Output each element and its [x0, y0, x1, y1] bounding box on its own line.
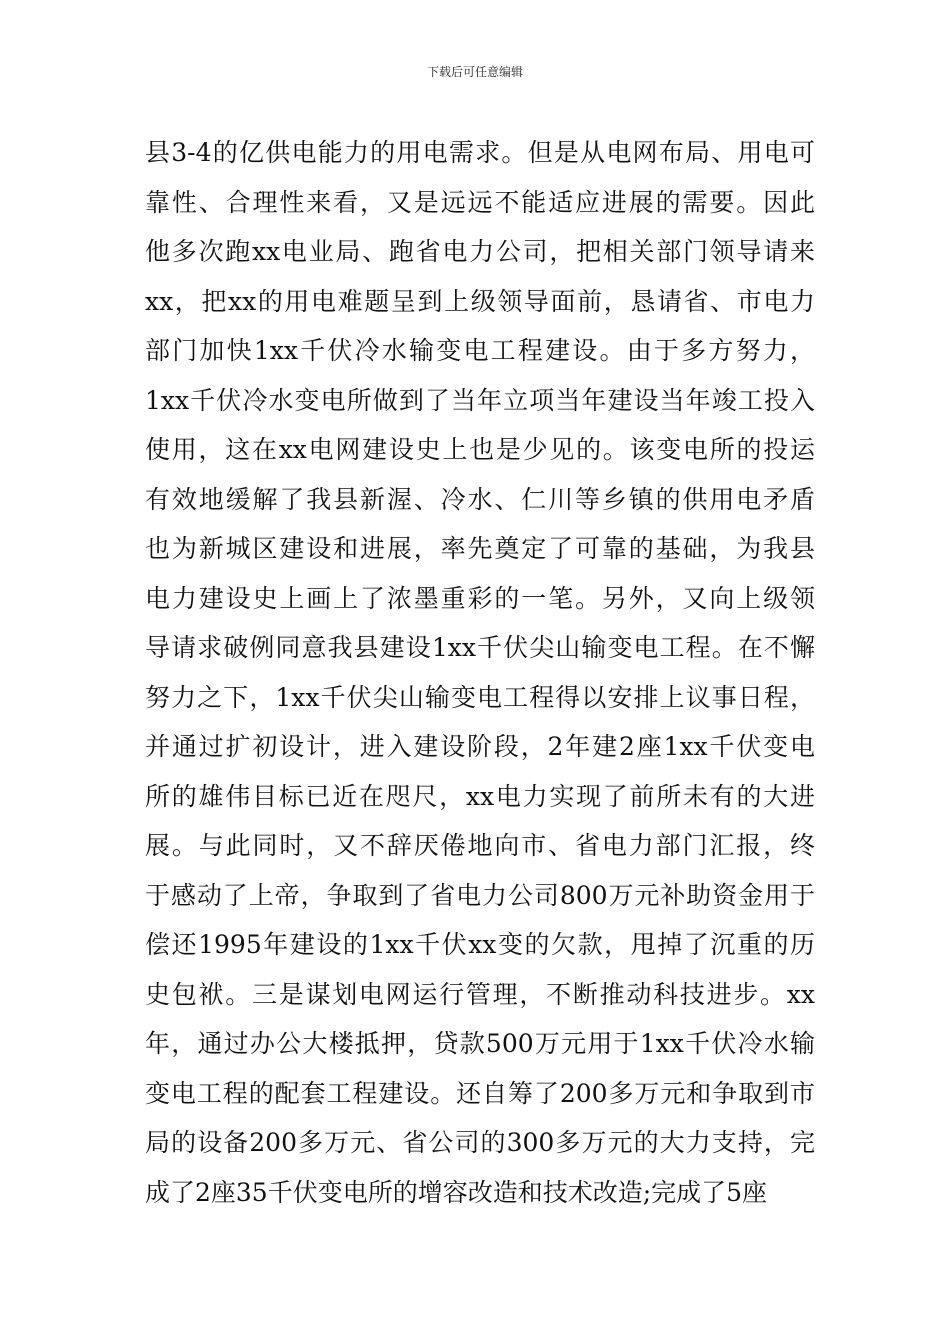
text-line: 部门加快1xx千伏冷水输变电工程建设。由于多方努力，	[145, 336, 815, 365]
body-text	[145, 128, 815, 1217]
text-line: 偿还1995年建设的1xx千伏xx变的欠款，甩掉了沉重的历	[145, 930, 815, 959]
text-line: 所的雄伟目标已近在咫尺，xx电力实现了前所未有的大进	[145, 781, 815, 811]
text-line: 有效地缓解了我县新渥、冷水、仁川等乡镇的供用电矛盾	[145, 484, 815, 514]
text-line: 展。与此同时，又不辞厌倦地向市、省电力部门汇报，终	[145, 831, 815, 860]
text-line: 使用，这在xx电网建设史上也是少见的。该变电所的投运	[145, 435, 815, 464]
text-line: 史包袱。三是谋划电网运行管理，不断推动科技进步。xx	[145, 979, 815, 1009]
text-line: 年，通过办公大楼抵押，贷款500万元用于1xx千伏冷水输	[145, 1029, 815, 1058]
text-line: 电力建设史上画上了浓墨重彩的一笔。另外，又向上级领	[145, 583, 815, 613]
text-line: 也为新城区建设和进展，率先奠定了可靠的基础，为我县	[145, 534, 815, 563]
text-line: 成了2座35千伏变电所的增容改造和技术改造;完成了5座	[145, 1177, 768, 1207]
text-line: xx，把xx的用电难题呈到上级领导面前，恳请省、市电力	[145, 286, 815, 316]
text-line: 并通过扩初设计，进入建设阶段，2年建2座1xx千伏变电	[145, 732, 815, 761]
text-line: 靠性、合理性来看，又是远远不能适应进展的需要。因此	[145, 187, 815, 217]
text-line: 局的设备200多万元、省公司的300多万元的大力支持，完	[145, 1128, 815, 1157]
page-header: 下载后可任意编辑	[426, 65, 523, 79]
text-line: 他多次跑xx电业局、跑省电力公司，把相关部门领导请来	[145, 237, 815, 266]
text-line: 县3-4的亿供电能力的用电需求。但是从电网布局、用电可	[145, 138, 815, 167]
text-line: 努力之下，1xx千伏尖山输变电工程得以安排上议事日程，	[145, 682, 815, 712]
text-line: 变电工程的配套工程建设。还自筹了200多万元和争取到市	[145, 1078, 815, 1108]
text-line: 1xx千伏冷水变电所做到了当年立项当年建设当年竣工投入	[145, 385, 815, 415]
text-line: 导请求破例同意我县建设1xx千伏尖山输变电工程。在不懈	[145, 633, 815, 662]
text-line: 于感动了上帝，争取到了省电力公司800万元补助资金用于	[145, 880, 815, 910]
